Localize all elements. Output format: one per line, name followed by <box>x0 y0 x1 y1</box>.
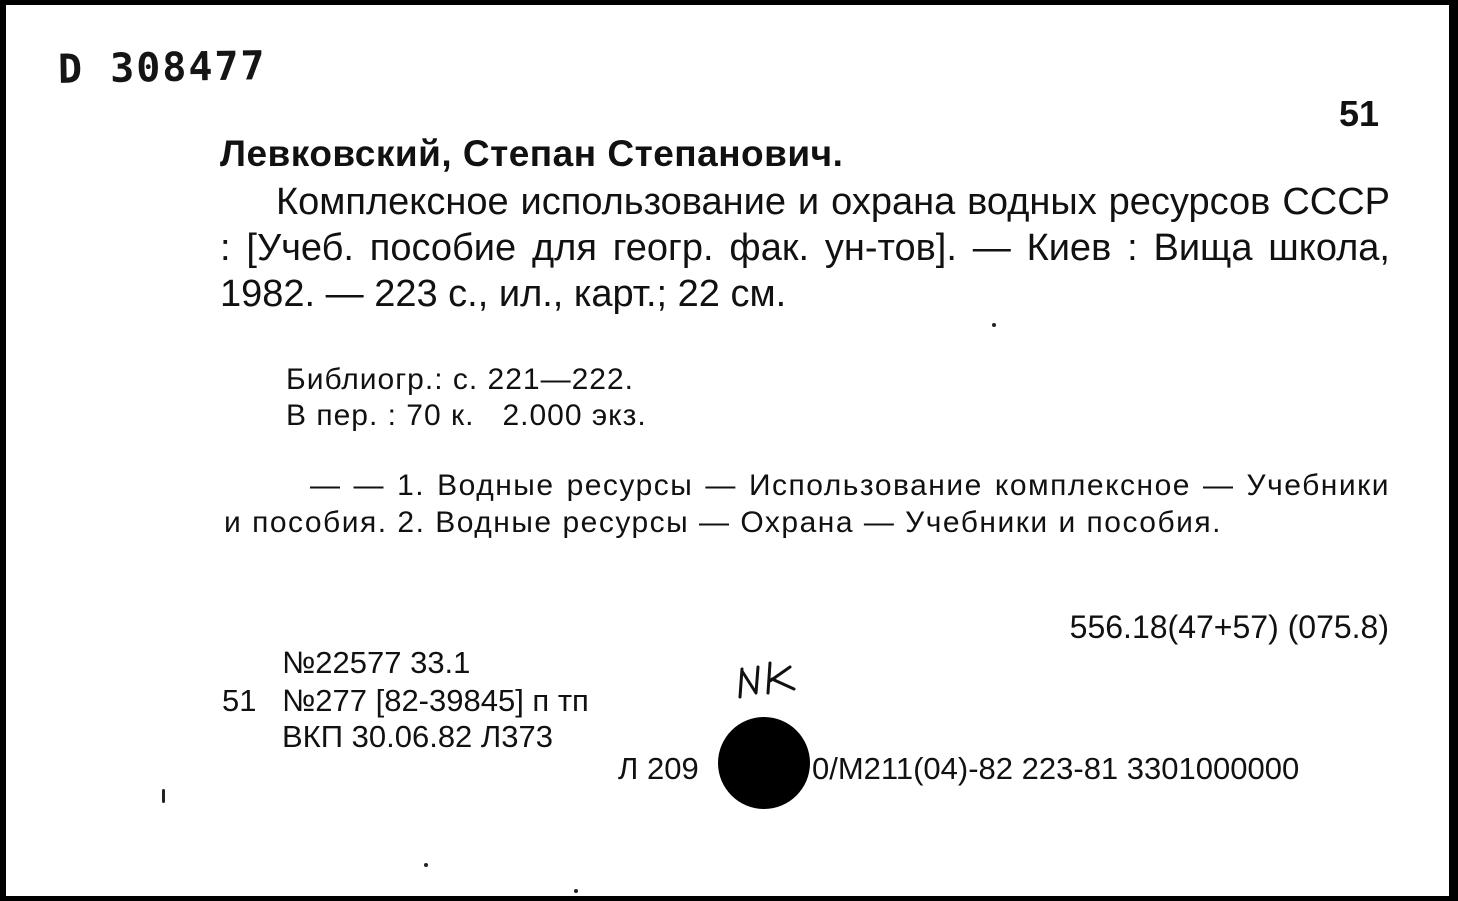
bottom-code-right: 0/М211(04)-82 223-81 3301000000 <box>812 751 1300 786</box>
record-line-3: ВКП 30.06.82 Л373 <box>282 719 553 754</box>
classification-index: 556.18(47+57) (075.8) <box>1069 609 1389 645</box>
author-heading: Левковский, Степан Степанович. <box>220 133 844 174</box>
speck <box>992 323 996 327</box>
speck <box>574 889 578 893</box>
record-line-2-prefix: 51 <box>222 683 257 718</box>
speck <box>162 789 165 803</box>
subject-headings: — — 1. Водные ресурсы — Использование комплексное — Учебники и пособия. 2. Водные ресурсы — Охрана — Учебники и пособия. <box>224 469 1390 539</box>
catalog-card <box>6 5 1449 896</box>
ink-blot <box>718 717 810 809</box>
bibliographic-description: Комплексное использование и охрана водных ресурсов СССР : [Учеб. пособие для геогр. фак. ун-тов]. — Киев : Вища школа, 1982. — 223 с., ил., карт.; 22 см. <box>220 181 1390 315</box>
handwritten-nk-mark <box>734 653 814 703</box>
record-line-2: №277 [82-39845] п тп <box>282 683 589 718</box>
price-note: В пер. : 70 к. 2.000 экз. <box>286 399 647 432</box>
bibliography-note: Библиогр.: с. 221—222. <box>286 363 634 396</box>
record-line-1: №22577 33.1 <box>282 645 471 680</box>
card-number: 51 <box>1338 93 1379 134</box>
speck <box>424 863 428 867</box>
bottom-code-left: Л 209 <box>618 751 699 786</box>
inventory-number-stamp: D 308477 <box>57 43 268 93</box>
